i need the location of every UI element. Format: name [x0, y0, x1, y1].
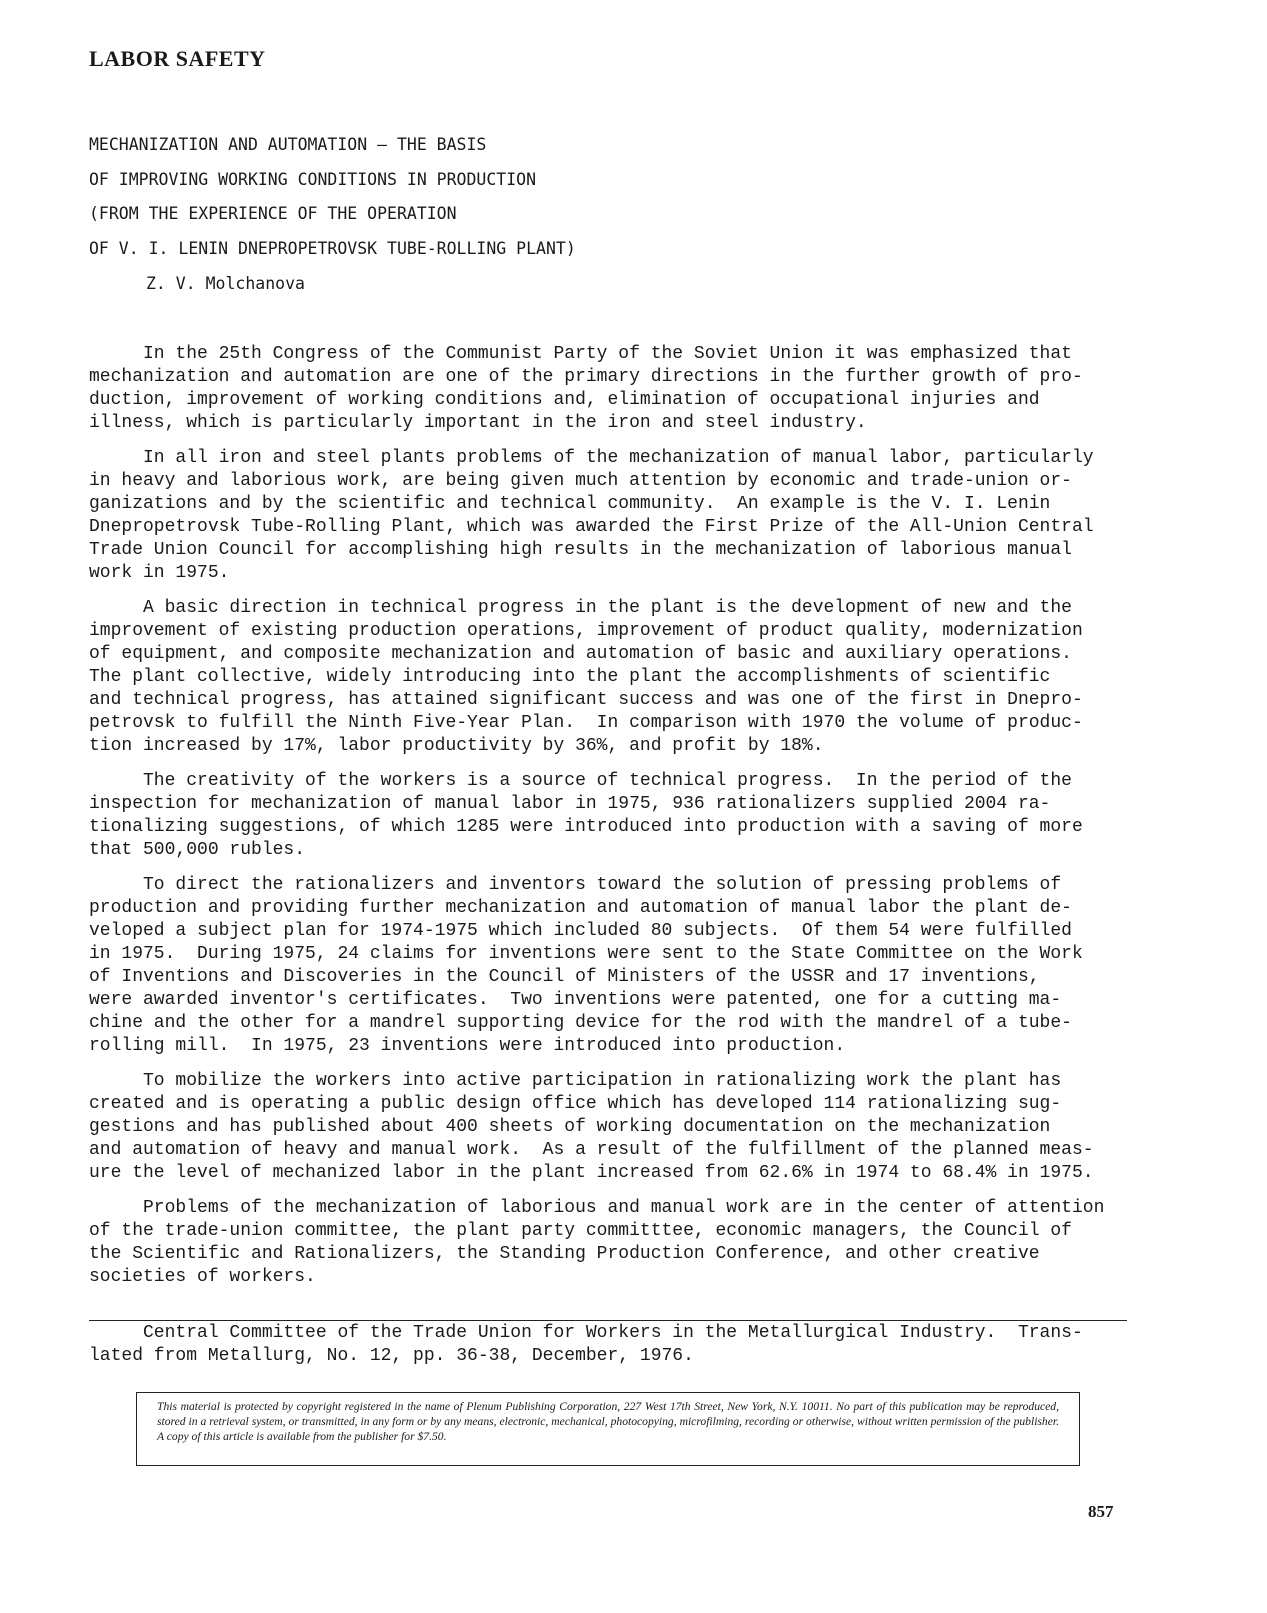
- text-line: mechanization and automation are one of the primary directions in the further growth of pro-: [89, 367, 1083, 387]
- text-line: work in 1975.: [89, 563, 230, 583]
- section-heading: LABOR SAFETY: [89, 46, 266, 71]
- title-line: (FROM THE EXPERIENCE OF THE OPERATION: [89, 204, 457, 223]
- text-line: To mobilize the workers into active participation in rationalizing work the plant has: [89, 1071, 1062, 1091]
- text-line: the Scientific and Rationalizers, the Standing Production Conference, and other creative: [89, 1244, 1040, 1264]
- text-line: and technical progress, has attained significant success and was one of the first in Dnepro-: [89, 690, 1083, 710]
- footnote: [89, 1322, 1149, 1368]
- text-line: petrovsk to fulfill the Ninth Five-Year Plan. In comparison with 1970 the volume of produc-: [89, 713, 1083, 733]
- paragraph: [89, 343, 1149, 435]
- article-title: [89, 128, 576, 266]
- footnote-line: lated from Metallurg, No. 12, pp. 36-38, December, 1976.: [89, 1346, 694, 1366]
- paragraph: [89, 770, 1149, 862]
- text-line: rolling mill. In 1975, 23 inventions were introduced into production.: [89, 1036, 846, 1056]
- text-line: duction, improvement of working conditions and, elimination of occupational injuries and: [89, 390, 1040, 410]
- text-line: ure the level of mechanized labor in the plant increased from 62.6% in 1974 to 68.4% in 1975.: [89, 1163, 1094, 1183]
- paragraph: [89, 1197, 1149, 1289]
- text-line: inspection for mechanization of manual labor in 1975, 936 rationalizers supplied 2004 ra-: [89, 794, 1051, 814]
- text-line: tion increased by 17%, labor productivity by 36%, and profit by 18%.: [89, 736, 824, 756]
- text-line: in heavy and laborious work, are being given much attention by economic and trade-union or-: [89, 471, 1072, 491]
- footnote-divider: [89, 1320, 1127, 1321]
- text-line: To direct the rationalizers and inventors toward the solution of pressing problems of: [89, 875, 1062, 895]
- text-line: of the trade-union committee, the plant party committtee, economic managers, the Council of: [89, 1221, 1072, 1241]
- text-line: Problems of the mechanization of laborious and manual work are in the center of attention: [89, 1198, 1105, 1218]
- title-line: OF IMPROVING WORKING CONDITIONS IN PRODUCTION: [89, 169, 537, 189]
- text-line: were awarded inventor's certificates. Two inventions were patented, one for a cutting ma-: [89, 990, 1062, 1010]
- text-line: In all iron and steel plants problems of the mechanization of manual labor, particularly: [89, 448, 1094, 468]
- text-line: in 1975. During 1975, 24 claims for inventions were sent to the State Committee on the Work: [89, 944, 1083, 964]
- paragraph: [89, 874, 1149, 1058]
- text-line: improvement of existing production operations, improvement of product quality, modernization: [89, 621, 1083, 641]
- title-line: MECHANIZATION AND AUTOMATION — THE BASIS: [89, 135, 487, 154]
- paragraph: [89, 447, 1149, 585]
- text-line: Trade Union Council for accomplishing high results in the mechanization of laborious manual: [89, 540, 1072, 560]
- author-name: Z. V. Molchanova: [146, 274, 305, 293]
- footnote-line: Central Committee of the Trade Union for Workers in the Metallurgical Industry. Trans-: [89, 1323, 1083, 1343]
- article-body: [89, 343, 1149, 1301]
- page-number: 857: [1088, 1502, 1114, 1521]
- text-line: tionalizing suggestions, of which 1285 were introduced into production with a saving of more: [89, 817, 1083, 837]
- text-line: of equipment, and composite mechanization and automation of basic and auxiliary operations.: [89, 644, 1072, 664]
- text-line: of Inventions and Discoveries in the Council of Ministers of the USSR and 17 inventions,: [89, 967, 1040, 987]
- text-line: veloped a subject plan for 1974-1975 which included 80 subjects. Of them 54 were fulfilled: [89, 921, 1072, 941]
- text-line: ganizations and by the scientific and technical community. An example is the V. I. Lenin: [89, 494, 1051, 514]
- text-line: The plant collective, widely introducing into the plant the accomplishments of scientific: [89, 667, 1051, 687]
- text-line: gestions and has published about 400 sheets of working documentation on the mechanization: [89, 1117, 1051, 1137]
- paragraph: [89, 597, 1149, 758]
- copyright-notice: This material is protected by copyright registered in the name of Plenum Publishing Corporation, 227 West 17th Street, New York, N.Y. 10011. No part of this publication may be reproduced, stored in a retrieval system, or transmitted, in any form or by any means, electronic, mechanical, photocopying, microfilming, recording or otherwise, without written permission of the publisher. A copy of this article is available from the publisher for $7.50.: [136, 1392, 1080, 1466]
- text-line: In the 25th Congress of the Communist Party of the Soviet Union it was emphasized that: [89, 344, 1072, 364]
- text-line: societies of workers.: [89, 1267, 316, 1287]
- text-line: A basic direction in technical progress in the plant is the development of new and the: [89, 598, 1072, 618]
- title-line: OF V. I. LENIN DNEPROPETROVSK TUBE-ROLLING PLANT): [89, 238, 576, 258]
- text-line: Dnepropetrovsk Tube-Rolling Plant, which was awarded the First Prize of the All-Union Central: [89, 517, 1094, 537]
- text-line: production and providing further mechanization and automation of manual labor the plant de-: [89, 898, 1072, 918]
- paragraph: [89, 1070, 1149, 1185]
- text-line: that 500,000 rubles.: [89, 840, 306, 860]
- text-line: illness, which is particularly important in the iron and steel industry.: [89, 413, 867, 433]
- text-line: The creativity of the workers is a source of technical progress. In the period of the: [89, 771, 1072, 791]
- text-line: chine and the other for a mandrel supporting device for the rod with the mandrel of a tube-: [89, 1013, 1072, 1033]
- text-line: created and is operating a public design office which has developed 114 rationalizing sug-: [89, 1094, 1062, 1114]
- text-line: and automation of heavy and manual work. As a result of the fulfillment of the planned meas-: [89, 1140, 1094, 1160]
